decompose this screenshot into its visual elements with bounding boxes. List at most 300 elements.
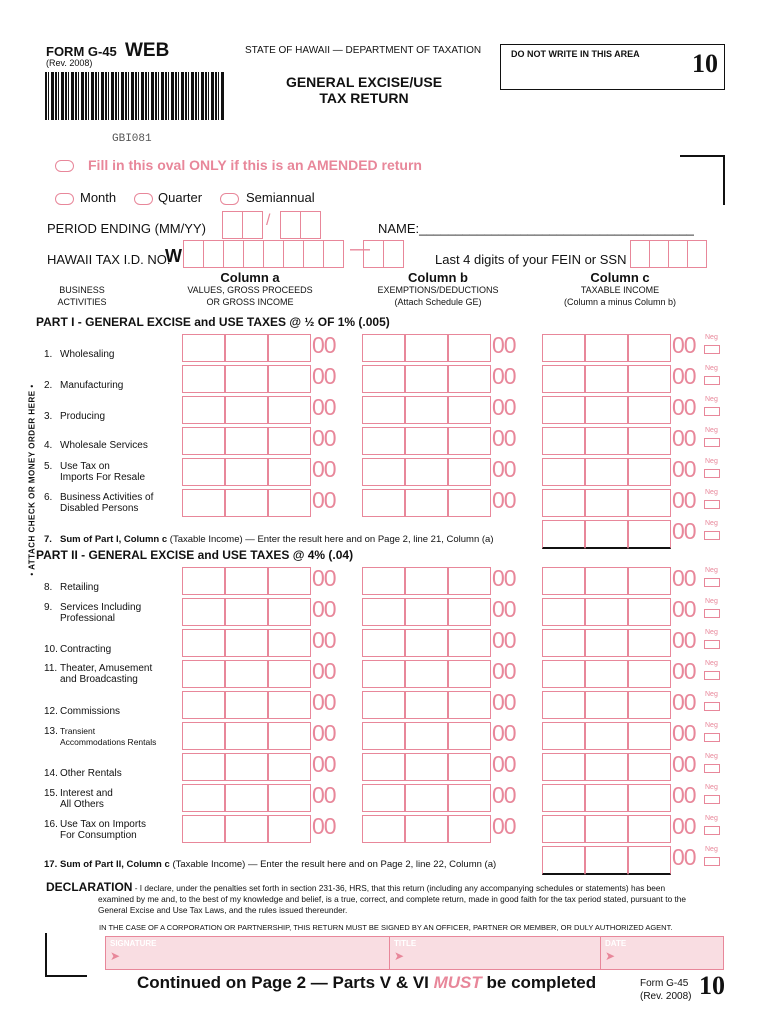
amount-digit-group[interactable] [405,427,448,455]
name-field[interactable]: NAME:______________________________________ [378,221,694,236]
amount-field[interactable] [182,689,336,719]
amount-digit-group[interactable] [542,365,585,393]
amount-digit-group[interactable] [268,458,311,486]
amount-digit-group[interactable] [225,722,268,750]
amount-digit-group[interactable] [182,753,225,781]
month-oval[interactable] [55,193,74,205]
amount-field[interactable] [182,487,336,517]
amount-digit-group[interactable] [542,660,585,688]
amount-field[interactable] [362,627,516,657]
amount-cents: 00 [672,394,696,420]
neg-checkbox[interactable] [704,764,720,773]
amount-digit-group[interactable] [362,753,405,781]
neg-checkbox[interactable] [704,733,720,742]
amount-cents: 00 [312,565,336,591]
neg-checkbox[interactable] [704,640,720,649]
amount-field[interactable] [362,751,516,781]
amount-field[interactable] [182,813,336,843]
neg-checkbox[interactable] [704,345,720,354]
amount-digit-group[interactable] [182,691,225,719]
amount-field[interactable] [182,782,336,812]
amount-digit-group[interactable] [268,722,311,750]
amount-field[interactable] [182,456,336,486]
amount-digit-group[interactable] [448,691,491,719]
amount-digit-group[interactable] [585,722,628,750]
amount-digit-group[interactable] [225,598,268,626]
amount-digit-group[interactable] [182,489,225,517]
part1-title: PART I - GENERAL EXCISE and USE TAXES @ ½ OF 1% (.005) [36,315,390,329]
amount-digit-group[interactable] [268,567,311,595]
amount-digit-group[interactable] [182,629,225,657]
amount-digit-group[interactable] [448,722,491,750]
part1-row-text: Use Tax on Imports For Resale [60,461,146,483]
amount-cents: 00 [312,487,336,513]
amount-digit-group[interactable] [225,753,268,781]
amount-digit-group[interactable] [628,660,671,688]
amount-digit-group[interactable] [585,520,628,549]
amount-digit-group[interactable] [225,427,268,455]
amount-digit-group[interactable] [268,753,311,781]
amount-digit-group[interactable] [628,598,671,626]
amount-digit-group[interactable] [362,396,405,424]
amount-digit-group[interactable] [628,815,671,843]
date-field[interactable] [600,936,724,970]
amount-digit-group[interactable] [448,753,491,781]
amount-digit-group[interactable] [628,458,671,486]
amount-digit-group[interactable] [405,691,448,719]
amount-cents: 00 [312,425,336,451]
amount-digit-group[interactable] [225,365,268,393]
amount-digit-group[interactable] [362,598,405,626]
amount-digit-group[interactable] [405,365,448,393]
amount-field[interactable] [542,518,696,548]
amount-digit-group[interactable] [268,396,311,424]
amount-digit-group[interactable] [585,396,628,424]
neg-checkbox[interactable] [704,702,720,711]
amount-digit-group[interactable] [448,660,491,688]
amount-digit-group[interactable] [628,520,671,549]
amount-digit-group[interactable] [628,846,671,875]
period-ending-label: PERIOD ENDING (MM/YY) [47,221,206,236]
date-arrow-icon: ➤ [605,949,616,963]
continued-note [137,973,596,993]
amount-digit-group[interactable] [362,722,405,750]
amount-digit-group[interactable] [405,722,448,750]
amount-field[interactable] [182,720,336,750]
amount-digit-group[interactable] [182,334,225,362]
amount-digit-group[interactable] [182,598,225,626]
amount-field[interactable] [362,782,516,812]
signature-arrow-icon: ➤ [110,949,121,963]
amount-digit-group[interactable] [405,458,448,486]
amount-digit-group[interactable] [362,784,405,812]
period-month-box-1[interactable] [222,211,243,239]
amount-field[interactable] [542,844,696,874]
neg-checkbox[interactable] [704,376,720,385]
signature-field[interactable] [105,936,390,970]
amount-digit-group[interactable] [628,427,671,455]
amount-digit-group[interactable] [405,396,448,424]
amount-digit-group[interactable] [405,489,448,517]
column-c-title: Column c [590,270,650,285]
part2-row-label [44,706,120,717]
amount-digit-group[interactable] [268,691,311,719]
part1-sum-bold: Sum of Part I, Column c [60,534,168,545]
amount-field[interactable] [362,425,516,455]
part2-row-label [44,582,99,593]
tax-id-digit-box[interactable] [303,240,324,268]
part1-row-label [44,349,114,360]
amount-digit-group[interactable] [542,567,585,595]
amount-digit-group[interactable] [225,458,268,486]
amount-digit-group[interactable] [448,784,491,812]
amount-digit-group[interactable] [542,753,585,781]
neg-label: Neg [705,691,718,698]
amount-field[interactable] [542,658,696,688]
amount-digit-group[interactable] [182,396,225,424]
semiannual-oval[interactable] [220,193,239,205]
amount-digit-group[interactable] [585,458,628,486]
amount-digit-group[interactable] [362,567,405,595]
period-year-box-1[interactable] [280,211,301,239]
neg-label: Neg [705,489,718,496]
title-field[interactable] [389,936,601,970]
amount-digit-group[interactable] [362,691,405,719]
part2-row-text: Use Tax on Imports For Consumption [60,819,146,841]
amount-digit-group[interactable] [448,567,491,595]
amount-cents: 00 [492,813,516,839]
column-a-title: Column a [220,270,280,285]
amount-digit-group[interactable] [405,753,448,781]
amount-digit-group[interactable] [448,365,491,393]
tax-id-digit-box[interactable] [223,240,244,268]
part2-row-text: Other Rentals [60,768,122,779]
amount-field[interactable] [542,813,696,843]
amount-digit-group[interactable] [585,427,628,455]
amount-field[interactable] [362,658,516,688]
amount-digit-group[interactable] [362,427,405,455]
amount-cents: 00 [312,627,336,653]
amount-cents: 00 [492,456,516,482]
amount-digit-group[interactable] [268,598,311,626]
fein-digit-box[interactable] [668,240,688,268]
amount-field[interactable] [362,363,516,393]
amount-field[interactable] [182,658,336,688]
fein-digit-box[interactable] [687,240,707,268]
amount-digit-group[interactable] [182,567,225,595]
business-activities-header: BUSINESS ACTIVITIES [57,285,107,307]
amount-digit-group[interactable] [585,846,628,875]
amount-field[interactable] [542,720,696,750]
amount-cents: 00 [492,720,516,746]
amount-field[interactable] [182,596,336,626]
part1-sum-label [44,534,494,545]
fein-digit-box[interactable] [630,240,650,268]
tax-id-dash: — [350,238,370,260]
period-month-box-2[interactable] [242,211,263,239]
amount-digit-group[interactable] [268,815,311,843]
amount-digit-group[interactable] [448,598,491,626]
amount-digit-group[interactable] [542,489,585,517]
amount-field[interactable] [362,332,516,362]
part1-row-text: Business Activities of Disabled Persons [60,492,154,514]
amount-digit-group[interactable] [585,815,628,843]
amount-digit-group[interactable] [405,567,448,595]
amount-digit-group[interactable] [268,365,311,393]
form-rev: (Rev. 2008) [46,58,93,68]
amount-digit-group[interactable] [542,691,585,719]
amount-field[interactable] [542,363,696,393]
amount-digit-group[interactable] [585,334,628,362]
neg-label: Neg [705,815,718,822]
amount-digit-group[interactable] [405,784,448,812]
amount-cents: 00 [492,565,516,591]
tax-id-branch-box[interactable] [383,240,404,268]
amount-digit-group[interactable] [448,334,491,362]
neg-label: Neg [705,629,718,636]
amount-field[interactable] [182,394,336,424]
neg-label: Neg [705,753,718,760]
amount-cents: 00 [312,363,336,389]
amount-digit-group[interactable] [225,660,268,688]
amount-digit-group[interactable] [182,784,225,812]
amount-digit-group[interactable] [585,660,628,688]
amount-digit-group[interactable] [542,784,585,812]
amount-digit-group[interactable] [182,660,225,688]
neg-label: Neg [705,334,718,341]
amount-digit-group[interactable] [542,629,585,657]
tax-id-digit-box[interactable] [263,240,284,268]
tax-id-digit-box[interactable] [203,240,224,268]
amount-digit-group[interactable] [448,629,491,657]
neg-checkbox[interactable] [704,438,720,447]
tax-id-digit-box[interactable] [183,240,204,268]
amount-field[interactable] [542,596,696,626]
agency-name: STATE OF HAWAII — DEPARTMENT OF TAXATION [245,45,482,56]
part1-row-text: Wholesale Services [60,440,148,451]
amount-digit-group[interactable] [628,753,671,781]
amount-field[interactable] [542,332,696,362]
amount-digit-group[interactable] [405,660,448,688]
part2-sum-label [44,859,496,870]
amount-cents: 00 [672,487,696,513]
amount-digit-group[interactable] [585,753,628,781]
amount-digit-group[interactable] [542,722,585,750]
declaration-title: DECLARATION [46,880,133,894]
amount-digit-group[interactable] [585,691,628,719]
amount-field[interactable] [542,689,696,719]
amount-field[interactable] [362,813,516,843]
amount-digit-group[interactable] [542,427,585,455]
amount-cents: 00 [492,689,516,715]
amount-cents: 00 [312,394,336,420]
amount-field[interactable] [542,487,696,517]
amount-cents: 00 [672,813,696,839]
fein-digit-box[interactable] [649,240,669,268]
tax-id-digit-box[interactable] [243,240,264,268]
declaration-text1: - I declare, under the penalties set forth in section 231-36, HRS, that this return (including any accompanying schedules or statements) has been [132,883,666,893]
amount-digit-group[interactable] [585,784,628,812]
corporation-note: IN THE CASE OF A CORPORATION OR PARTNERSHIP, THIS RETURN MUST BE SIGNED BY AN OFFICER, PARTNER OR MEMBER, OR DULY AUTHORIZED AGENT. [99,923,673,932]
amount-cents: 00 [312,658,336,684]
amount-field[interactable] [542,627,696,657]
amount-field[interactable] [362,720,516,750]
amount-digit-group[interactable] [542,458,585,486]
part1-sum-text: (Taxable Income) — Enter the result here and on Page 2, line 21, Column (a) [169,534,494,545]
office-use-area [500,44,725,90]
neg-label: Neg [705,520,718,527]
amount-digit-group[interactable] [362,660,405,688]
amount-digit-group[interactable] [268,784,311,812]
amount-digit-group[interactable] [542,334,585,362]
amount-digit-group[interactable] [628,629,671,657]
amount-digit-group[interactable] [182,722,225,750]
amount-digit-group[interactable] [542,846,585,875]
amount-field[interactable] [542,456,696,486]
neg-label: Neg [705,846,718,853]
amount-digit-group[interactable] [628,489,671,517]
neg-checkbox[interactable] [704,857,720,866]
part1-row-label [44,461,145,483]
amount-field[interactable] [362,689,516,719]
amount-digit-group[interactable] [448,458,491,486]
form-title [245,74,483,106]
neg-checkbox[interactable] [704,500,720,509]
amount-field[interactable] [362,487,516,517]
amount-field[interactable] [182,363,336,393]
amount-cents: 00 [312,332,336,358]
part2-title: PART II - GENERAL EXCISE and USE TAXES @ 4% (.04) [36,548,354,562]
amount-digit-group[interactable] [182,365,225,393]
amount-field[interactable] [362,596,516,626]
amount-digit-group[interactable] [585,489,628,517]
amount-digit-group[interactable] [405,598,448,626]
neg-checkbox[interactable] [704,578,720,587]
period-year-box-2[interactable] [300,211,321,239]
amount-digit-group[interactable] [182,427,225,455]
neg-checkbox[interactable] [704,671,720,680]
amount-digit-group[interactable] [628,722,671,750]
amount-field[interactable] [542,751,696,781]
amount-cents: 00 [672,751,696,777]
continued-text-a: Continued on Page 2 — Parts V & VI [137,973,434,992]
amount-digit-group[interactable] [362,629,405,657]
amount-field[interactable] [182,425,336,455]
amount-field[interactable] [542,565,696,595]
amount-digit-group[interactable] [448,396,491,424]
neg-checkbox[interactable] [704,531,720,540]
amount-digit-group[interactable] [268,427,311,455]
amended-oval[interactable] [55,160,74,172]
amount-cents: 00 [312,596,336,622]
amount-digit-group[interactable] [225,396,268,424]
amount-cents: 00 [672,518,696,544]
amount-digit-group[interactable] [628,334,671,362]
amount-digit-group[interactable] [225,567,268,595]
neg-checkbox[interactable] [704,826,720,835]
tax-id-digit-box[interactable] [323,240,344,268]
amount-digit-group[interactable] [542,815,585,843]
part2-sum-text: (Taxable Income) — Enter the result here and on Page 2, line 22, Column (a) [172,859,497,870]
amount-digit-group[interactable] [448,815,491,843]
amount-digit-group[interactable] [225,489,268,517]
amount-field[interactable] [182,751,336,781]
part1-row-number: 1. [44,349,53,360]
amount-digit-group[interactable] [542,598,585,626]
amount-digit-group[interactable] [362,458,405,486]
amount-digit-group[interactable] [628,691,671,719]
amount-field[interactable] [542,425,696,455]
amount-digit-group[interactable] [182,458,225,486]
amount-digit-group[interactable] [225,629,268,657]
amount-digit-group[interactable] [585,365,628,393]
amount-digit-group[interactable] [585,598,628,626]
amount-cents: 00 [492,363,516,389]
amount-digit-group[interactable] [225,334,268,362]
part1-row-number: 2. [44,380,53,391]
amount-digit-group[interactable] [628,365,671,393]
amount-digit-group[interactable] [362,365,405,393]
neg-checkbox[interactable] [704,795,720,804]
amount-digit-group[interactable] [585,629,628,657]
amount-field[interactable] [362,456,516,486]
quarter-oval[interactable] [134,193,153,205]
amount-digit-group[interactable] [585,567,628,595]
amount-digit-group[interactable] [268,660,311,688]
amount-field[interactable] [182,565,336,595]
neg-checkbox[interactable] [704,407,720,416]
amount-digit-group[interactable] [542,396,585,424]
amount-digit-group[interactable] [225,815,268,843]
amount-field[interactable] [362,565,516,595]
amount-cents: 00 [492,782,516,808]
amount-field[interactable] [182,332,336,362]
amount-digit-group[interactable] [405,629,448,657]
amount-digit-group[interactable] [268,489,311,517]
amount-digit-group[interactable] [268,629,311,657]
part2-row-label [44,663,152,685]
tax-id-digit-box[interactable] [283,240,304,268]
amount-cents: 00 [312,751,336,777]
tax-id-label: HAWAII TAX I.D. NO. [47,252,171,267]
amount-digit-group[interactable] [182,815,225,843]
part2-row-text: Transient Accommodations Rentals [60,726,157,747]
amount-field[interactable] [182,627,336,657]
part1-row-label [44,440,148,451]
amount-digit-group[interactable] [362,815,405,843]
amount-digit-group[interactable] [268,334,311,362]
amount-field[interactable] [542,394,696,424]
amount-digit-group[interactable] [628,784,671,812]
amount-cents: 00 [312,720,336,746]
amount-field[interactable] [542,782,696,812]
amount-digit-group[interactable] [628,396,671,424]
amount-digit-group[interactable] [225,691,268,719]
neg-checkbox[interactable] [704,469,720,478]
amount-digit-group[interactable] [225,784,268,812]
amount-field[interactable] [362,394,516,424]
amount-digit-group[interactable] [448,489,491,517]
amount-cents: 00 [672,720,696,746]
amount-digit-group[interactable] [628,567,671,595]
amount-digit-group[interactable] [448,427,491,455]
neg-checkbox[interactable] [704,609,720,618]
amount-digit-group[interactable] [362,334,405,362]
amount-digit-group[interactable] [542,520,585,549]
amount-digit-group[interactable] [362,489,405,517]
amount-digit-group[interactable] [405,334,448,362]
amount-digit-group[interactable] [405,815,448,843]
